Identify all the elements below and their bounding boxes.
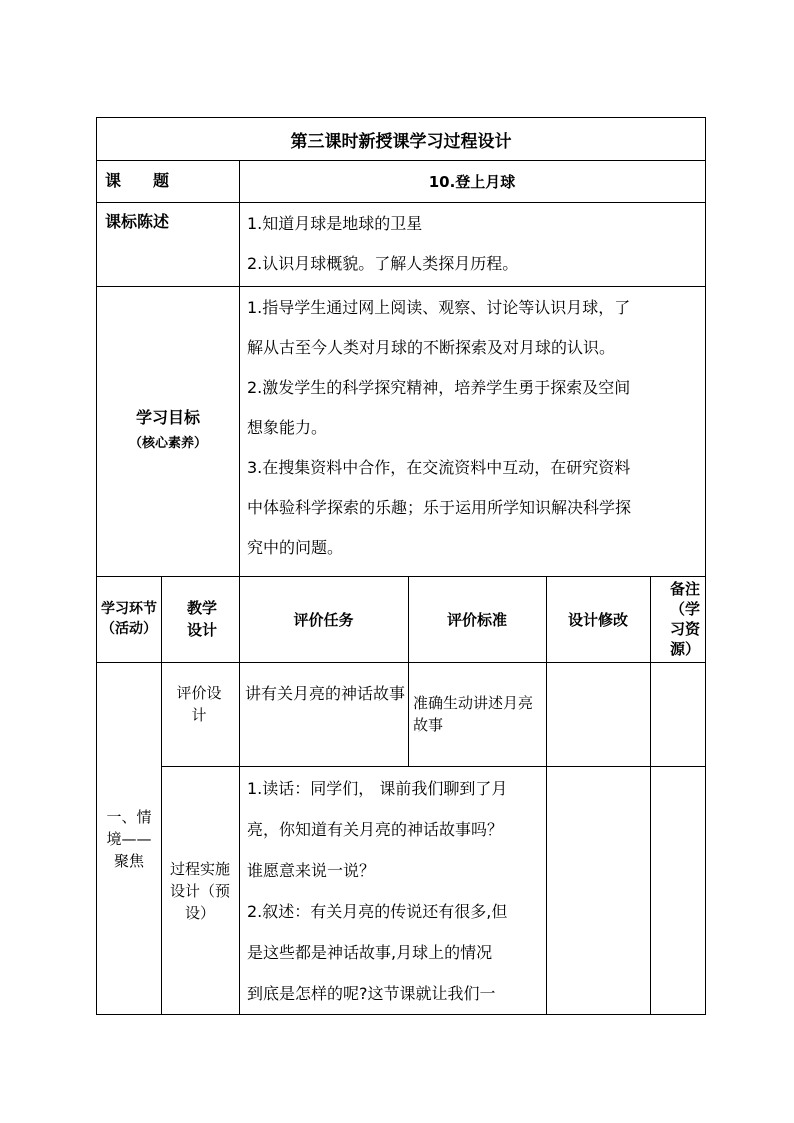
header-stage: 学习环节（活动） — [101, 601, 157, 637]
standards-line: 1.知道月球是地球的卫星 — [247, 214, 423, 233]
lesson-design-table — [96, 117, 706, 1015]
process-line: 亮，你知道有关月亮的神话故事吗？ — [247, 820, 504, 839]
process-line: 到底是怎样的呢?这节课就让我们一 — [247, 984, 496, 1003]
standards-label: 课标陈述 — [105, 212, 170, 231]
header-revise: 设计修改 — [567, 610, 628, 629]
objectives-sublabel: （核心素养） — [128, 436, 207, 451]
objectives-label-cell — [97, 286, 239, 576]
page-title: 第三课时新授课学习过程设计 — [290, 131, 512, 152]
process-design-label: 过程实施设计（预设） — [169, 860, 230, 922]
topic-label: 课 题 — [105, 171, 170, 190]
header-task: 评价任务 — [293, 610, 354, 629]
section-stage: 一、情境——聚焦 — [106, 808, 152, 870]
header-standard: 评价标准 — [446, 610, 507, 629]
objectives-line: 究中的问题。 — [247, 538, 344, 557]
process-line: 是这些都是神话故事,月球上的情况 — [247, 943, 493, 962]
objectives-line: 解从古至今人类对月球的不断探索及对月球的认识。 — [247, 338, 616, 357]
header-design: 教学设计 — [186, 599, 217, 639]
objectives-line: 中体验科学探索的乐趣；乐于运用所学知识解决科学探 — [247, 498, 632, 517]
header-note: 备注（学习资源） — [669, 580, 700, 658]
eval-task: 讲有关月亮的神话故事 — [245, 684, 406, 703]
objectives-line: 1.指导学生通过网上阅读、观察、讨论等认识月球，了 — [247, 298, 631, 317]
process-line: 1.读话：同学们， 课前我们聊到了月 — [247, 779, 508, 798]
process-line: 2.叙述：有关月亮的传说还有很多,但 — [247, 902, 508, 921]
eval-standard: 准确生动讲述月亮故事 — [413, 694, 534, 734]
process-line: 谁愿意来说一说？ — [247, 861, 376, 880]
objectives-line: 想象能力。 — [247, 418, 328, 437]
process-content — [241, 768, 546, 1014]
objectives-label: 学习目标 — [135, 408, 200, 427]
standards-content — [241, 204, 703, 284]
objectives-content — [241, 288, 703, 568]
objectives-line: 3.在搜集资料中合作，在交流资料中互动，在研究资料 — [247, 458, 631, 477]
eval-design-label: 评价设计 — [176, 684, 222, 724]
topic-value: 10.登上月球 — [428, 172, 516, 191]
standards-line: 2.认识月球概貌。了解人类探月历程。 — [247, 254, 519, 273]
objectives-line: 2.激发学生的科学探究精神，培养学生勇于探索及空间 — [247, 378, 631, 397]
